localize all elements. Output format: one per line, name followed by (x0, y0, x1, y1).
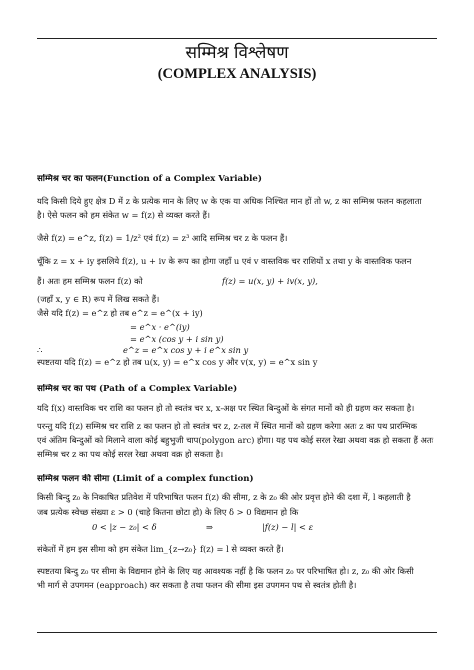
paragraph-line: है। ऐसे फलन को हम संकेत w = f(z) से व्यक्त करते हैं। (37, 210, 211, 220)
paragraph-line: भी मार्ग से उपगमन (eapproach) कर सकता है तथा फलन की सीमा इस उपगमन पथ से स्वतंत्र होती है। (37, 580, 357, 590)
paragraph-line: यदि किसी दिये हुए क्षेत्र D में z के प्रत्येक मान के लिए w के एक या अधिक निश्चित मान हों तो w, z का सम्मिश्र फलन कहलाता (37, 196, 422, 206)
paragraph-line: सम्मिश्र चर z का पथ कोई सरल रेखा अथवा वक्र हो सकता है। (37, 449, 224, 459)
paragraph-line: हैं। अतः हम सम्मिश्र फलन f(z) को (37, 276, 143, 286)
paragraph-line: जब प्रत्येक स्वेच्छ संख्या ε > 0 (चाहे कितना छोटा हो) के लिए δ > 0 विद्यमान हो कि (37, 507, 299, 517)
paragraph-line: संकेतों में हम इस सीमा को हम संकेत lim_{z→z₀} f(z) = l से व्यक्त करते हैं। (37, 544, 284, 554)
paragraph-line: किसी बिन्दु z₀ के निकाषित प्रतिवेश में परिभाषित फलन f(z) की सीमा, z के z₀ की ओर प्रवृत्त होने की दशा में, l कहलाती है (37, 492, 411, 502)
limit-condition-left: 0 < |z − z₀| < δ (92, 522, 157, 532)
paragraph-line: चूँकि z = x + iy इसलिये f(z), u + iv के रूप का होगा जहाँ u एवं v वास्तविक चर राशियों x तथा y के वास्तविक फलन (37, 256, 412, 266)
limit-condition-right: |f(z) − l| < ε (262, 522, 314, 532)
example-line: जैसे f(z) = e^z, f(z) = 1/z² एवं f(z) = z³ आदि सम्मिश्र चर z के फलन हैं। (37, 233, 288, 243)
equation-line: = e^x · e^(iy) (130, 322, 190, 332)
page-title-hindi: सम्मिश्र विश्लेषण (185, 43, 289, 63)
paragraph-line: (जहाँ x, y ∈ R) रूप में लिख सकते हैं। (37, 294, 160, 304)
paragraph-line: स्पष्टतया यदि f(z) = e^z हो तब u(x, y) = e^x cos y और v(x, y) = e^x sin y (37, 357, 318, 367)
section-heading-function: सम्मिश्र चर का फलन(Function of a Complex Variable) (37, 174, 262, 184)
equation-line: जैसे यदि f(z) = e^z हो तब e^z = e^(x + iy) (37, 308, 203, 318)
page-title-english: (COMPLEX ANALYSIS) (157, 66, 317, 82)
implies-symbol: ⇒ (206, 522, 213, 532)
therefore-symbol: ∴ (37, 345, 43, 355)
section-heading-path: सम्मिश्र चर का पथ (Path of a Complex Variable) (37, 384, 238, 394)
equation-uv: f(z) = u(x, y) + iv(x, y), (222, 276, 318, 286)
top-rule (37, 38, 437, 39)
equation-line: = e^x (cos y + i sin y) (130, 334, 224, 344)
bottom-rule (37, 632, 437, 633)
paragraph-line: एवं अंतिम बिन्दुओं को मिलाने वाला कोई बहुभुजी चाप(polygon arc) होगा। यह पथ कोई सरल रेखा अथवा वक्र हो सकता हैं अतः (37, 435, 434, 445)
paragraph-line: परन्तु यदि f(z) सम्मिश्र चर राशि z का फलन हो तो स्वतंत्र चर z, z-तल में स्थित मानों को ग्रहण करेगा अतः z का पथ प्रारम्भिक (37, 421, 417, 431)
paragraph-line: यदि f(x) वास्तविक चर राशि का फलन हो तो स्वतंत्र चर x, x-अक्ष पर स्थित बिन्दुओं के संगत मानों को ही ग्रहण कर सकता है। (37, 403, 415, 413)
equation-line: e^z = e^x cos y + i e^x sin y (123, 345, 249, 355)
paragraph-line: स्पष्टतया बिन्दु z₀ पर सीमा के विद्यमान होने के लिए यह आवश्यक नहीं है कि फलन z₀ पर परिभाषित हो। z, z₀ की ओर किसी (37, 566, 414, 576)
section-heading-limit: सम्मिश्र फलन की सीमा (Limit of a complex function) (37, 474, 254, 484)
